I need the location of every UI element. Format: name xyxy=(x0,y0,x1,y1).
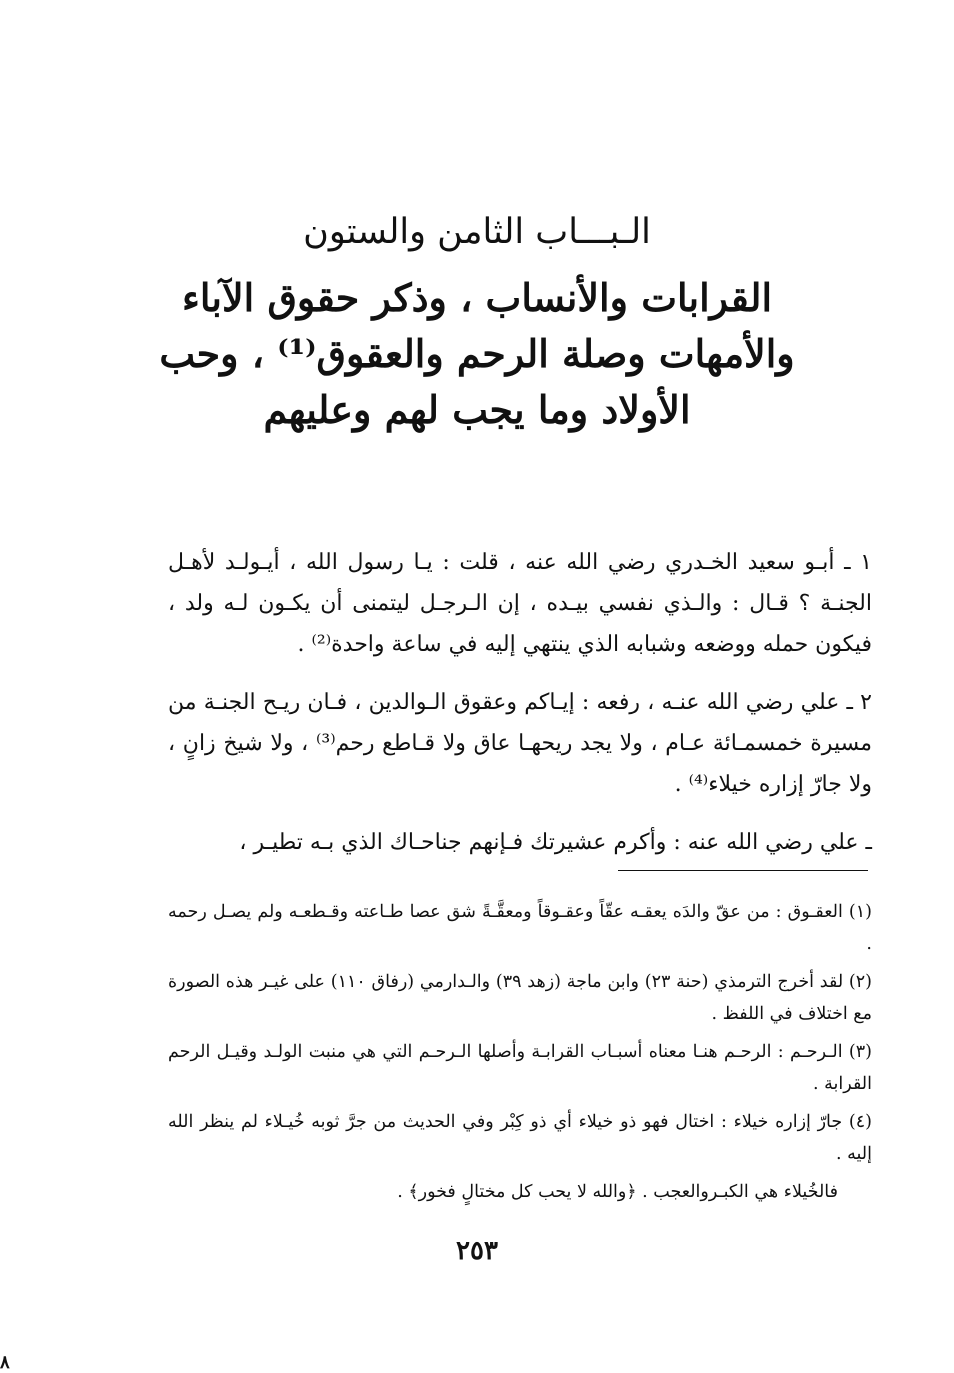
footnote-2: (٢) لقد أخرج الترمذي (حنة ٢٣) وابن ماجة (زهد ٣٩) والـدارمي (رفاق ١١٠) على غيـر هذه الصورة مع اختلاف في اللفظ . xyxy=(168,972,872,1024)
chapter-label: الـبـــاب الثامن والستون xyxy=(303,212,651,252)
chapter-title-line: القرابات والأنساب ، وذكر حقوق الآباء xyxy=(181,275,773,320)
page-number: ٢٥٣ xyxy=(456,1236,498,1266)
footnote-3: (٣) الـرحـم : الرحـم هنـا معناه أسبـاب القرابـة وأصلها الـرحـم التي هي منبت الولـد وقيـل الرحم القرابة . xyxy=(168,1042,872,1094)
paragraph-2: ٢ ـ علي رضي الله عنـه ، رفعه : إيـاكم وعقوق الـوالدين ، فـان ريـح الجنـة من مسيرة خمسمـائة عـام ، ولا يجد ريحهـا عاق ولا قـاطع رحم⁽³⁾ ، ولا شيخ زانٍ ، ولا جارّ إزاره خيلاء⁽⁴⁾ . xyxy=(168,690,872,797)
chapter-title xyxy=(150,270,804,438)
edge-mark: ٨ xyxy=(0,1352,10,1373)
chapter-title-line: والأمهات وصلة الرحم والعقوق⁽¹⁾ ، وحب xyxy=(159,331,795,376)
footnote-4-continuation: فالخُيلاء هي الكبـروالعجب . ﴿والله لا يحب كل مختالٍ فخور﴾ . xyxy=(397,1182,838,1202)
footnote-divider xyxy=(618,870,868,871)
paragraph-3: ـ علي رضي الله عنه : وأكرم عشيرتك فـإنهم جناحـاك الذي بـه تطيـر ، xyxy=(239,830,872,855)
footnotes xyxy=(168,896,872,1214)
paragraph-1: ١ ـ أبـو سعيد الخـدري رضي الله عنه ، قلت : يـا رسول الله ، أيـولـد لأهـل الجنـة ؟ قـال : والـذي نفسي بيـده ، إن الـرجـل ليتمنى أن يكـون لـه ولد ، فيكون حمله ووضعه وشبابه الذي ينتهي إليه في ساعة واحدة⁽²⁾ . xyxy=(168,550,872,657)
footnote-4: (٤) جارّ إزاره خيلاء : اختال فهو ذو خيلاء أي ذو كِبْر وفي الحديث من جرَّ ثوبه خُيـلاء لم ينظر الله إليه . xyxy=(168,1112,872,1164)
chapter-title-line: الأولاد وما يجب لهم وعليهم xyxy=(263,387,691,432)
footnote-1: (١) العقـوق : من عقّ والدَه يعقـه عقّاً وعقـوقاً ومعقَّـةً شق عصا طـاعته وقـطعـه ولم يصـل رحمه . xyxy=(168,902,872,954)
